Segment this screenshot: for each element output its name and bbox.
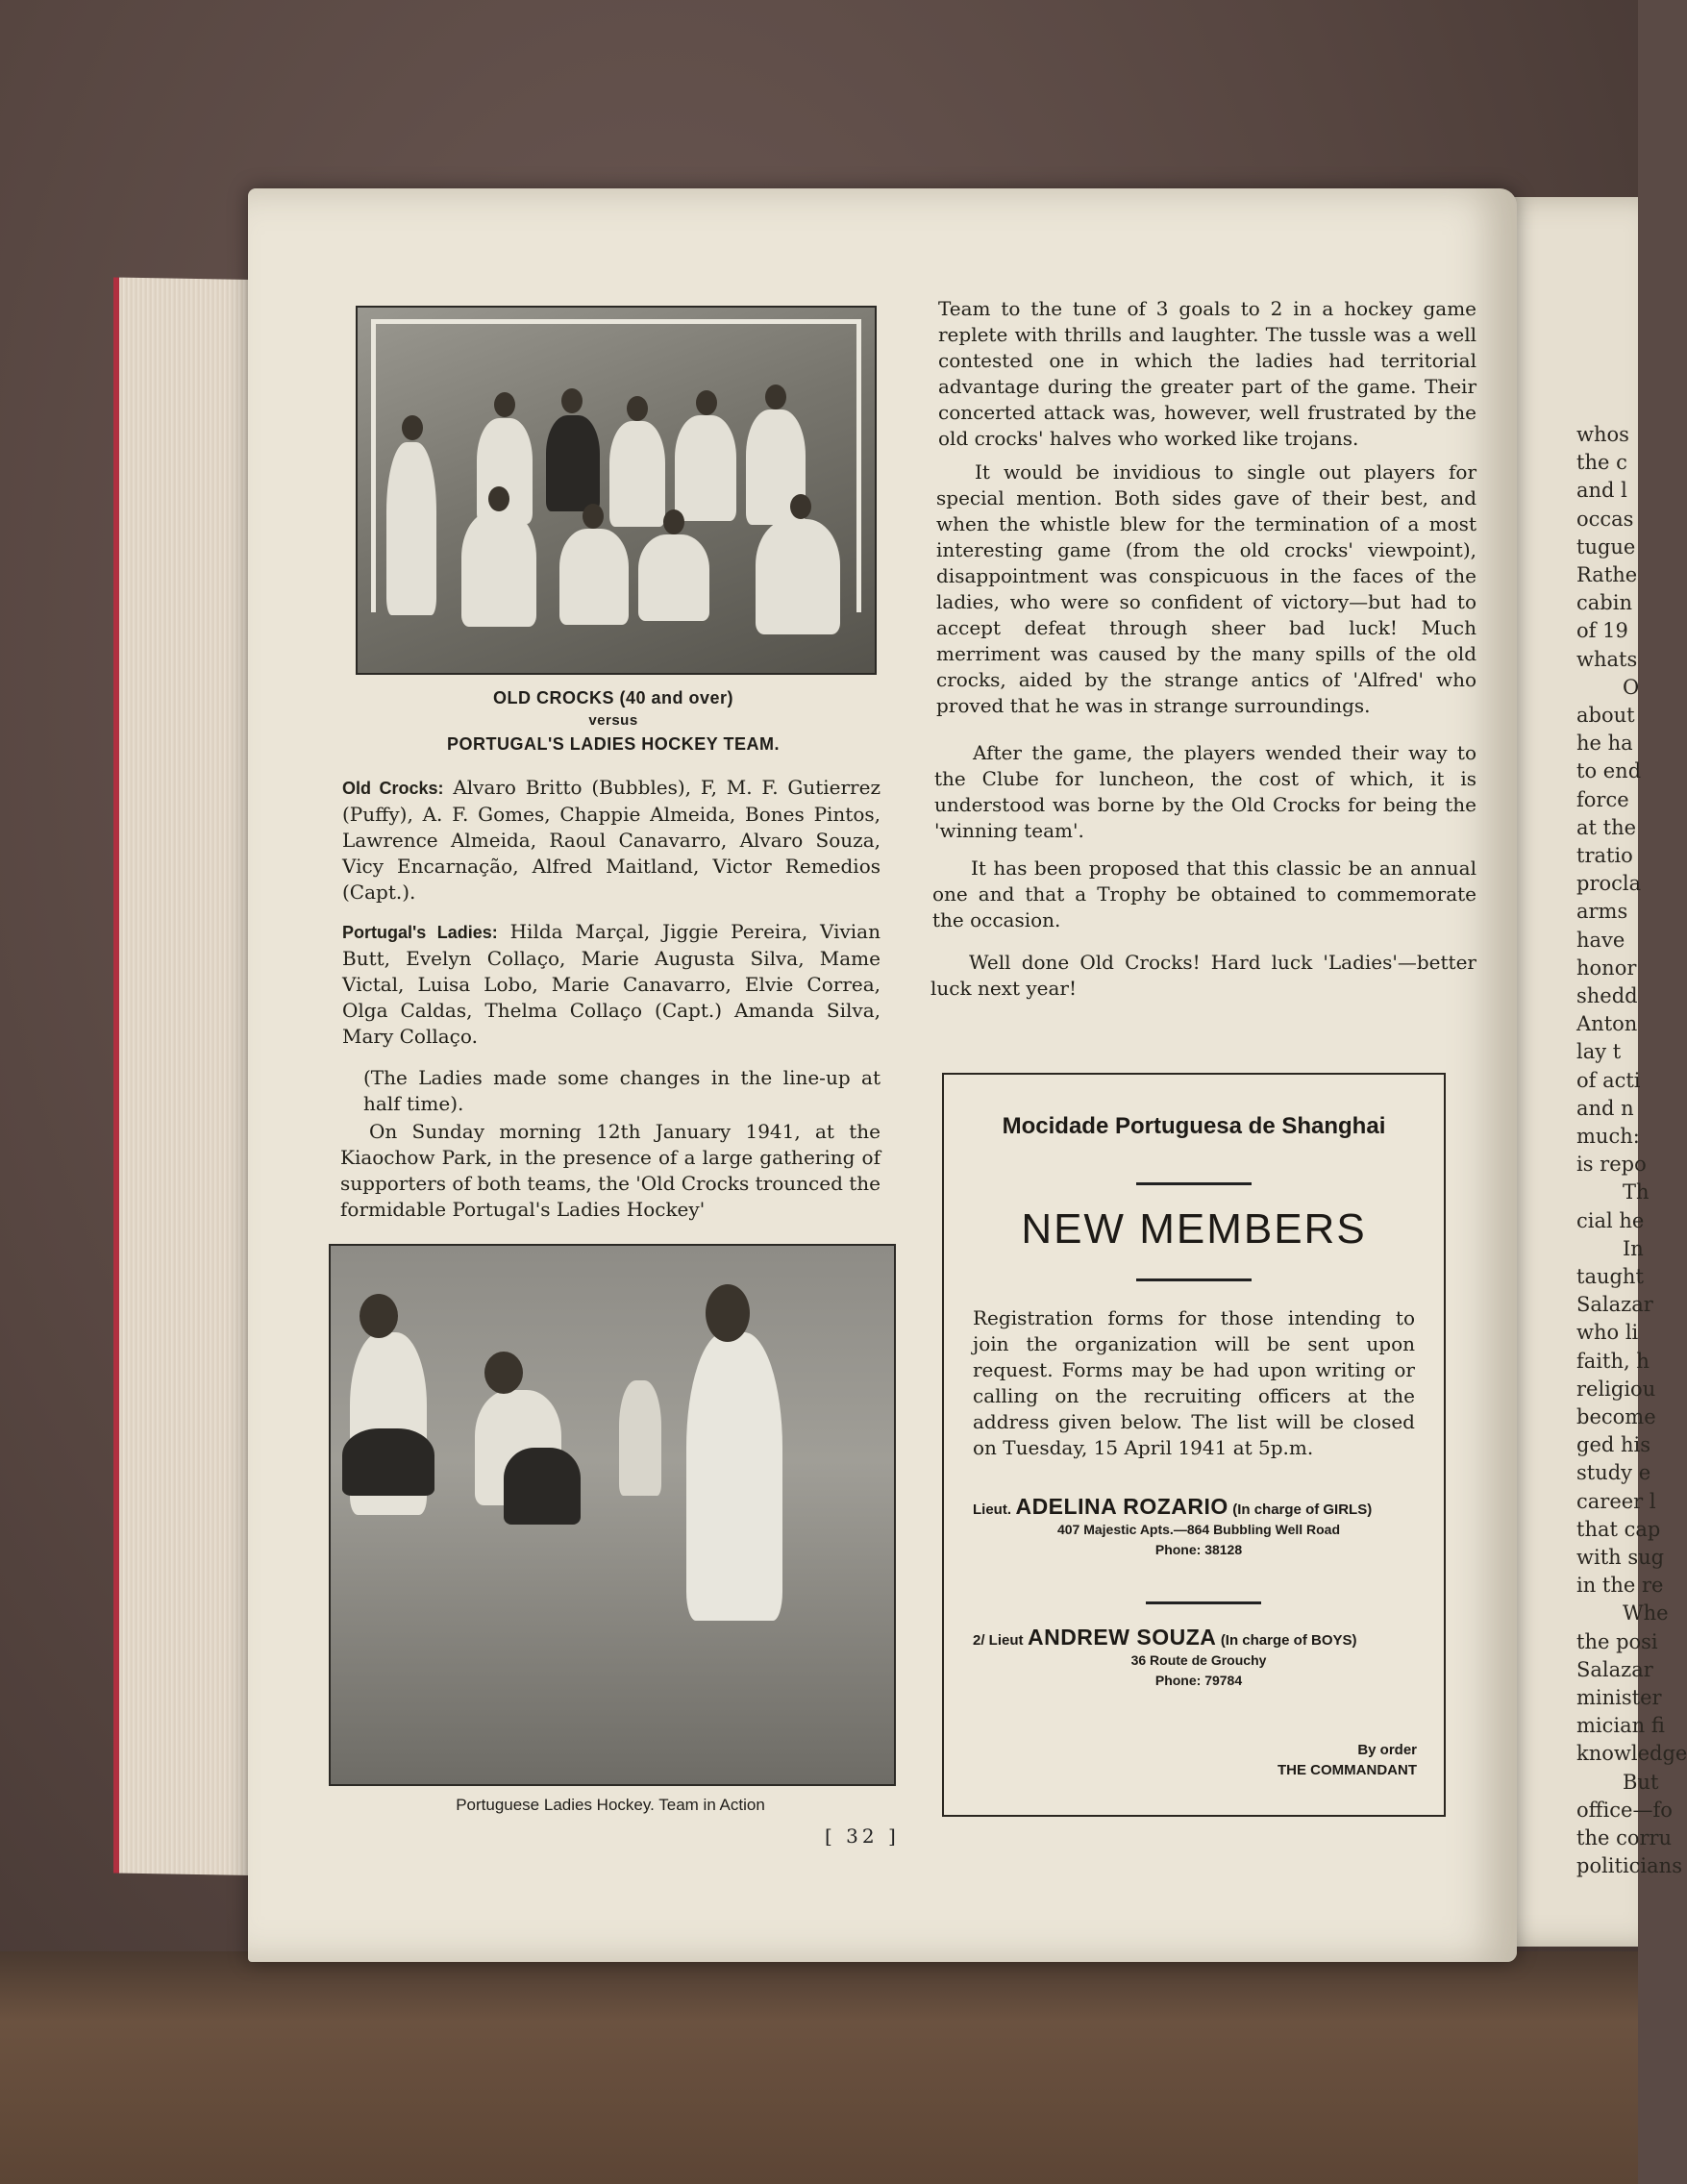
facing-page-fragment: have xyxy=(1576,928,1625,952)
officer-phone: Phone: 38128 xyxy=(1154,1542,1243,1557)
facing-page-fragment: whos xyxy=(1576,423,1629,446)
player-head xyxy=(706,1284,750,1342)
facing-page-fragment: minister xyxy=(1576,1686,1662,1709)
player-head xyxy=(790,494,811,519)
facing-page-fragment: occas xyxy=(1576,507,1634,531)
caption-line-1: OLD CROCKS (40 and over) xyxy=(492,688,734,707)
facing-page-fragment: the posi xyxy=(1576,1629,1658,1653)
officer-rank: Lieut. xyxy=(973,1502,1011,1518)
article-paragraph-4: It has been proposed that this classic be an annual one and that a Trophy be obtained to commemorate the occasion. xyxy=(932,856,1476,931)
divider xyxy=(1136,1182,1252,1185)
page-number: [ 32 ] xyxy=(825,1824,900,1848)
facing-page-fragment: of 19 xyxy=(1576,619,1628,643)
ladies-text: Hilda Marçal, Jiggie Pereira, Vivian Butt, Evelyn Collaço, Marie Augusta Silva, Mame Victal, Luisa Lobo, Marie Canavarro, Elvie Correa, Olga Caldas, Thelma Collaço (Capt.) Amanda Silva, Mary Collaço. xyxy=(342,920,881,1048)
facing-page-fragment: cabin xyxy=(1576,591,1632,615)
facing-page-fragment: the c xyxy=(1576,451,1627,475)
facing-page-fragment: he ha xyxy=(1576,732,1633,756)
facing-page-fragment: Anton xyxy=(1576,1012,1638,1036)
facing-page-fragment: Rathe xyxy=(1576,563,1638,586)
article-paragraph-2: It would be invidious to single out players for special mention. Both sides gave of their best, and when the whistle blew for the termination of a most interesting game (from the old crocks' viewpoint), disappointment was conspicuous in the faces of the ladies, who were so confident of victory—but had to accept defeat through sheer bad luck! Much merriment was caused by the many spills of the old crocks, aided by the strange antics of 'Alfred' who proved that he was in strange surroundings. xyxy=(936,460,1476,717)
org-name: Mocidade Portuguesa de Shanghai xyxy=(1002,1113,1386,1139)
player-figure xyxy=(546,415,600,511)
facing-page-fragment: procla xyxy=(1576,872,1642,896)
action-photo-caption: Portuguese Ladies Hockey. Team in Action xyxy=(456,1796,765,1814)
officer-charge: (In charge of GIRLS) xyxy=(1232,1502,1373,1518)
player-head xyxy=(484,1352,523,1394)
officer-boys xyxy=(973,1625,1425,1691)
article-paragraph-3: After the game, the players wended their way to the Clube for luncheon, the cost of which, it is understood was borne by the Old Crocks for being the 'winning team'. xyxy=(934,741,1476,842)
divider xyxy=(1146,1601,1261,1604)
facing-page-fragment: faith, h xyxy=(1576,1349,1650,1373)
facing-page-fragment: shedd xyxy=(1576,984,1638,1007)
old-crocks-text: Alvaro Britto (Bubbles), F, M. F. Gutierrez (Puffy), A. F. Gomes, Chappie Almeida, Bones Pintos, Lawrence Almeida, Raoul Canavarro, Alvaro Souza, Vicy Encarnação, Alfred Maitland, Victor Remedios (Capt.). xyxy=(342,776,881,904)
player-figure xyxy=(504,1448,581,1525)
player-figure xyxy=(675,415,736,521)
registration-text: Registration forms for those intending to join the organization will be sent upon request. Forms may be had upon writing or calling on the recruiting officers at the address given below. The list will be closed on Tuesday, 15 April 1941 at 5p.m. xyxy=(973,1306,1415,1459)
table-edge xyxy=(0,1951,1638,2184)
player-figure xyxy=(756,519,840,634)
officer-rank: 2/ Lieut xyxy=(973,1632,1024,1649)
divider xyxy=(1136,1278,1252,1281)
new-members-heading: NEW MEMBERS xyxy=(1021,1205,1367,1253)
ladies-roster xyxy=(342,919,881,1050)
player-head xyxy=(583,504,604,529)
facing-page-fragment: in the re xyxy=(1576,1574,1664,1598)
facing-page-fragment: religiou xyxy=(1576,1377,1656,1401)
facing-page-fragment: force xyxy=(1576,787,1629,811)
new-members-notice xyxy=(942,1073,1446,1817)
team-photo-caption xyxy=(344,684,882,757)
player-figure xyxy=(386,442,436,615)
player-figure xyxy=(686,1332,782,1621)
facing-page-fragment: In xyxy=(1623,1236,1644,1260)
team-photo xyxy=(356,306,877,675)
facing-page-fragment: the corru xyxy=(1576,1826,1673,1849)
sunday-paragraph: On Sunday morning 12th January 1941, at the Kiaochow Park, in the presence of a large gathering of supporters of both teams, the 'Old Crocks trounced the formidable Portugal's Ladies Hockey' xyxy=(340,1120,881,1221)
facing-page-fragment: arms xyxy=(1576,900,1628,924)
old-crocks-label: Old Crocks: xyxy=(342,779,444,798)
facing-page-fragment: But xyxy=(1623,1770,1659,1794)
facing-page-fragment: mician fi xyxy=(1576,1714,1665,1738)
facing-page-fragment: taught xyxy=(1576,1265,1644,1288)
facing-page-fragment: and l xyxy=(1576,479,1627,503)
facing-page-fragment: is repo xyxy=(1576,1153,1647,1177)
player-head xyxy=(663,509,684,534)
player-head xyxy=(765,385,786,410)
facing-page-fragment: who li xyxy=(1576,1321,1639,1345)
facing-page-fragment: Whe xyxy=(1623,1601,1669,1626)
lineup-note: (The Ladies made some changes in the line-up at half time). xyxy=(363,1066,881,1115)
old-crocks-roster xyxy=(342,775,881,906)
facing-page-fragment: with sug xyxy=(1576,1546,1665,1569)
facing-page-fragment: O xyxy=(1623,675,1640,699)
officer-name: ANDREW SOUZA xyxy=(1027,1625,1217,1650)
facing-page-fragment: study e xyxy=(1576,1461,1651,1485)
player-head xyxy=(696,390,717,415)
player-head xyxy=(360,1294,398,1338)
player-head xyxy=(402,415,423,440)
facing-page-fragment: knowledge xyxy=(1576,1742,1687,1766)
facing-page-fragment: Th xyxy=(1623,1180,1650,1204)
ladies-label: Portugal's Ladies: xyxy=(342,923,498,942)
player-head xyxy=(494,392,515,417)
facing-page-fragment: tratio xyxy=(1576,844,1633,867)
facing-page-fragment: ged his xyxy=(1576,1433,1651,1457)
player-figure xyxy=(619,1380,661,1496)
by-order-text: By order xyxy=(1357,1742,1417,1758)
article-paragraph-5: Well done Old Crocks! Hard luck 'Ladies'—better luck next year! xyxy=(930,951,1476,1000)
facing-page-fragment: office—fo xyxy=(1576,1798,1673,1822)
officer-girls xyxy=(973,1494,1425,1560)
facing-page-fragment: tugue xyxy=(1576,534,1636,558)
player-figure xyxy=(461,511,536,627)
player-head xyxy=(561,388,583,413)
facing-page-fragment: politicians xyxy=(1576,1854,1682,1878)
facing-page-fragment: honor xyxy=(1576,956,1637,980)
officer-name: ADELINA ROZARIO xyxy=(1015,1494,1228,1519)
player-figure xyxy=(609,421,665,527)
commandant-text: THE COMMANDANT xyxy=(1278,1762,1417,1778)
player-figure xyxy=(559,529,629,625)
facing-page-fragment: and n xyxy=(1576,1096,1634,1120)
player-figure xyxy=(342,1428,434,1496)
facing-page-fragment: much: xyxy=(1576,1125,1640,1148)
book-page xyxy=(248,188,1517,1962)
facing-page-fragment: of acti xyxy=(1576,1068,1641,1092)
player-figure xyxy=(638,534,709,621)
facing-page-fragment: to end xyxy=(1576,759,1642,783)
officer-phone: Phone: 79784 xyxy=(1154,1673,1243,1688)
by-order xyxy=(1278,1740,1417,1780)
officer-address: 407 Majestic Apts.—864 Bubbling Well Road xyxy=(1056,1522,1341,1537)
article-paragraph-1: Team to the tune of 3 goals to 2 in a hockey game replete with thrills and laughter. The tussle was a well contested one in which the ladies had territorial advantage during the greater part of the game. Their concerted attack was, however, well frustrated by the old crocks' halves who worked like trojans. xyxy=(938,297,1476,450)
facing-page-fragment: that cap xyxy=(1576,1517,1661,1541)
player-head xyxy=(627,396,648,421)
facing-page-fragment: at the xyxy=(1576,815,1637,839)
facing-page-fragment: Salazar xyxy=(1576,1657,1653,1681)
facing-page-fragment: cial he xyxy=(1576,1208,1645,1232)
facing-page-fragment: Salazar xyxy=(1576,1293,1653,1317)
facing-page-fragment: lay t xyxy=(1576,1040,1622,1064)
facing-page-fragment: about xyxy=(1576,704,1635,727)
player-head xyxy=(488,486,509,511)
facing-page-fragment: career l xyxy=(1576,1489,1656,1513)
officer-address: 36 Route de Grouchy xyxy=(1130,1652,1267,1668)
caption-line-2: versus xyxy=(588,712,638,729)
action-photo xyxy=(329,1244,896,1786)
caption-line-3: PORTUGAL'S LADIES HOCKEY TEAM. xyxy=(447,734,780,754)
facing-page-fragment: whats xyxy=(1576,647,1638,671)
officer-charge: (In charge of BOYS) xyxy=(1220,1632,1357,1649)
facing-page-fragment: become xyxy=(1576,1405,1656,1428)
